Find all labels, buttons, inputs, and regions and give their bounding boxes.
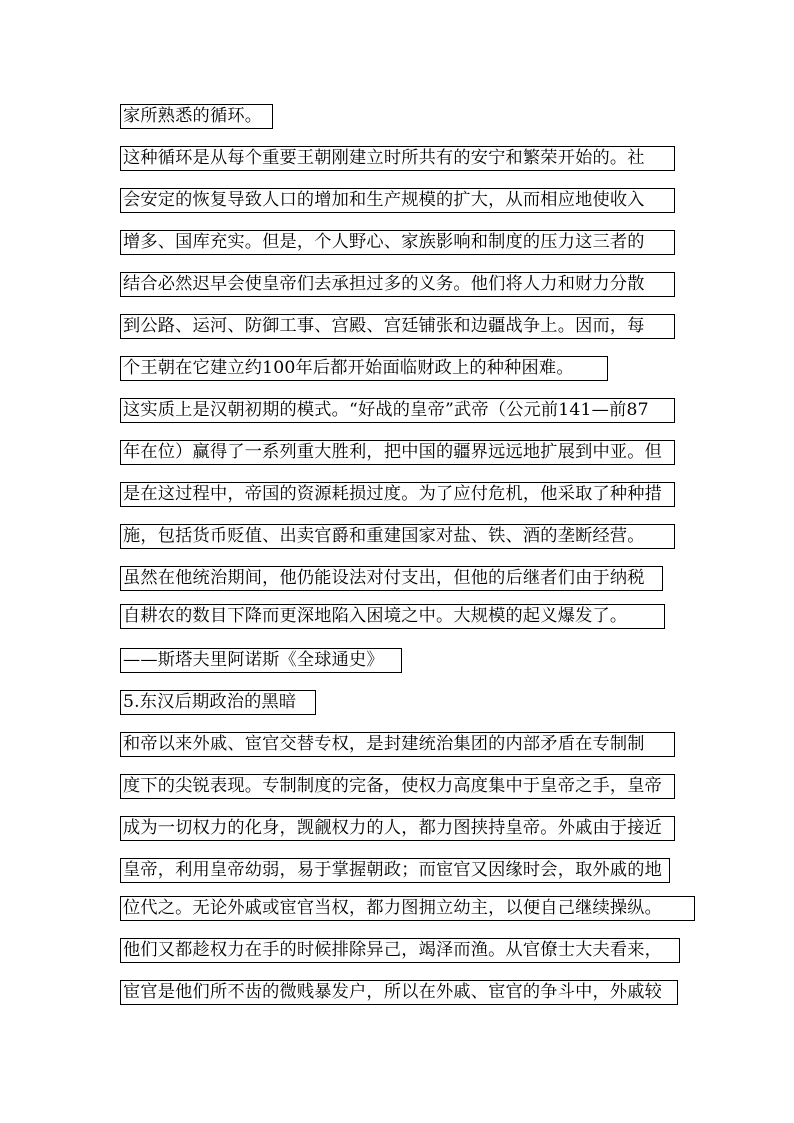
text-line-7: 个王朝在它建立约100年后都开始面临财政上的种种困难。 bbox=[120, 356, 608, 381]
text-line-6: 到公路、运河、防御工事、宫殿、宫廷铺张和边疆战争上。因而，每 bbox=[120, 314, 675, 339]
text-line-21: 他们又都趁权力在手的时候排除异己，竭泽而渔。从官僚士大夫看来， bbox=[120, 938, 680, 963]
text-line-4: 增多、国库充实。但是，个人野心、家族影响和制度的压力这三者的 bbox=[120, 230, 675, 255]
text-line-18: 成为一切权力的化身，觊觎权力的人，都力图挟持皇帝。外戚由于接近 bbox=[120, 816, 675, 841]
text-line-12: 虽然在他统治期间，他仍能设法对付支出，但他的后继者们由于纳税 bbox=[120, 566, 663, 591]
section-heading: 5.东汉后期政治的黑暗 bbox=[120, 690, 316, 715]
text-line-19: 皇帝，利用皇帝幼弱，易于掌握朝政；而宦官又因缘时会，取外戚的地 bbox=[120, 858, 670, 883]
text-line-2: 这种循环是从每个重要王朝刚建立时所共有的安宁和繁荣开始的。社 bbox=[120, 146, 675, 171]
text-line-20: 位代之。无论外戚或宦官当权，都力图拥立幼主，以便自己继续操纵。 bbox=[120, 896, 695, 921]
text-line-17: 度下的尖锐表现。专制制度的完备，使权力高度集中于皇帝之手，皇帝 bbox=[120, 774, 675, 799]
text-line-8: 这实质上是汉朝初期的模式。“好战的皇帝”武帝（公元前141—前87 bbox=[120, 398, 675, 423]
text-line-16: 和帝以来外戚、宦官交替专权，是封建统治集团的内部矛盾在专制制 bbox=[120, 732, 675, 757]
text-line-11: 施，包括货币贬值、出卖官爵和重建国家对盐、铁、酒的垄断经营。 bbox=[120, 524, 675, 549]
text-line-3: 会安定的恢复导致人口的增加和生产规模的扩大，从而相应地使收入 bbox=[120, 188, 675, 213]
text-line-22: 宦官是他们所不齿的微贱暴发户，所以在外戚、宦官的争斗中，外戚较 bbox=[120, 980, 678, 1005]
citation-line: ——斯塔夫里阿诺斯《全球通史》 bbox=[120, 648, 402, 673]
text-line-9: 年在位）赢得了一系列重大胜利，把中国的疆界远远地扩展到中亚。但 bbox=[120, 440, 675, 465]
text-line-10: 是在这过程中，帝国的资源耗损过度。为了应付危机，他采取了种种措 bbox=[120, 482, 675, 507]
text-line-1: 家所熟悉的循环。 bbox=[120, 104, 273, 129]
text-line-13: 自耕农的数目下降而更深地陷入困境之中。大规模的起义爆发了。 bbox=[120, 604, 665, 629]
text-line-5: 结合必然迟早会使皇帝们去承担过多的义务。他们将人力和财力分散 bbox=[120, 272, 675, 297]
